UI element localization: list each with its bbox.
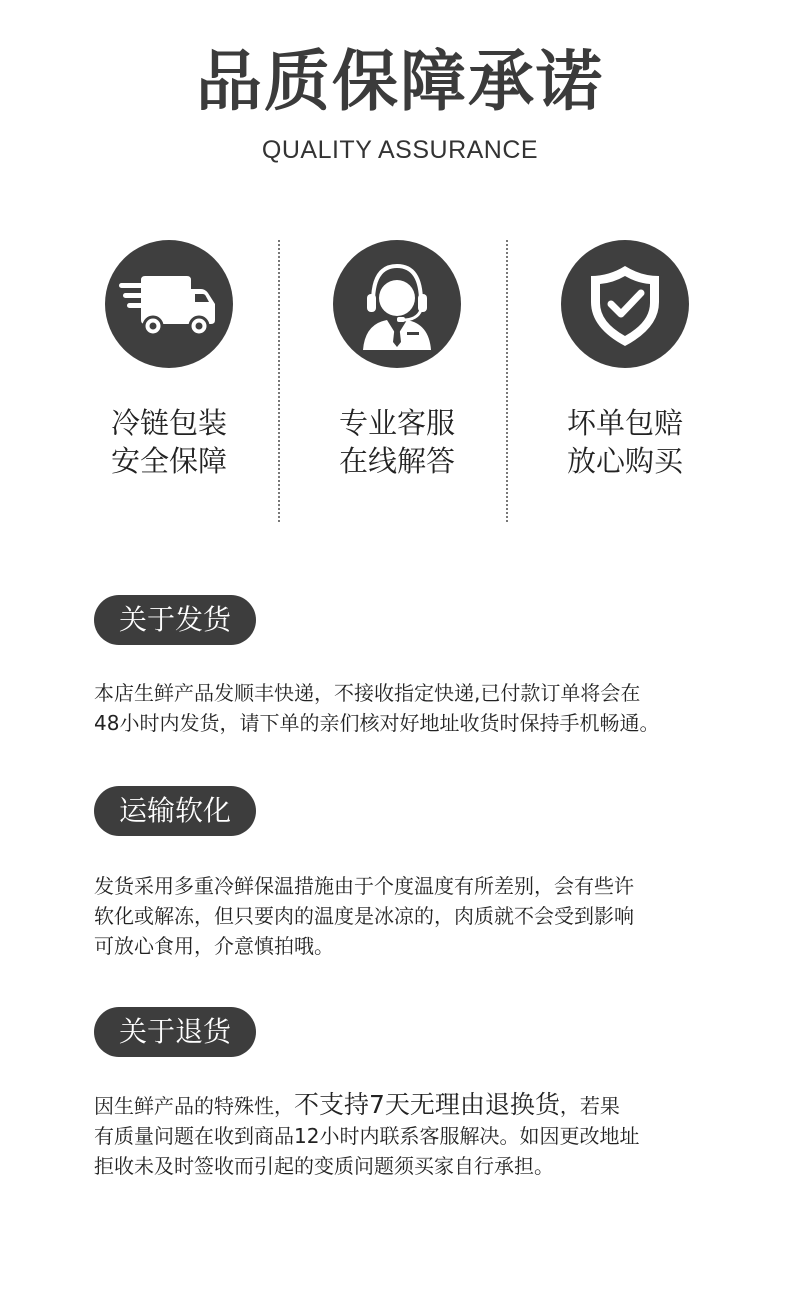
section-body-softening [94,871,734,961]
section-line: 可放心食用，介意慎拍哦。 [94,934,334,958]
section-line-part: 因生鲜产品的特殊性， [94,1094,294,1118]
features-row [0,240,800,525]
section-line [94,1090,734,1121]
feature-text [511,404,739,480]
feature-text [55,404,283,480]
section-line-emphasis: 不支持7天无理由退换货 [294,1090,560,1119]
feature-icon-circle [561,240,689,368]
feature-line-1: 专业客服 [338,406,455,440]
section-title-softening: 运输软化 [94,786,256,836]
feature-text [283,404,511,480]
feature-icon-circle [333,240,461,368]
feature-customer-service [283,240,511,480]
section-body-shipping [94,678,734,738]
feature-line-2: 安全保障 [110,444,227,478]
section-title-returns: 关于退货 [94,1007,256,1057]
feature-cold-chain [55,240,283,480]
divider [278,240,280,522]
section-line: 有质量问题在收到商品12小时内联系客服解决。如因更改地址 [94,1124,640,1148]
page-subtitle: QUALITY ASSURANCE [261,136,539,164]
section-title-shipping: 关于发货 [94,595,256,645]
feature-icon-circle [105,240,233,368]
section-body-returns [94,1090,734,1181]
section-line: 本店生鲜产品发顺丰快递，不接收指定快递,已付款订单将会在 [94,681,641,705]
feature-line-2: 放心购买 [566,444,683,478]
feature-line-2: 在线解答 [338,444,455,478]
feature-line-1: 冷链包装 [110,406,227,440]
feature-claim-guarantee [511,240,739,480]
section-line: 拒收未及时签收而引起的变质问题须买家自行承担。 [94,1154,554,1178]
section-line-part: ，若果 [559,1094,620,1118]
divider [506,240,508,522]
page-title: 品质保障承诺 [196,43,604,120]
section-line: 软化或解冻，但只要肉的温度是冰凉的，肉质就不会受到影响 [94,904,634,928]
shield-check-icon [561,240,689,368]
section-line: 48小时内发货，请下单的亲们核对好地址收货时保持手机畅通。 [94,711,660,735]
section-line: 发货采用多重冷鲜保温措施由于个度温度有所差别，会有些许 [94,874,634,898]
feature-line-1: 坏单包赔 [566,406,683,440]
delivery-truck-icon [105,240,233,368]
customer-service-icon [333,240,461,368]
